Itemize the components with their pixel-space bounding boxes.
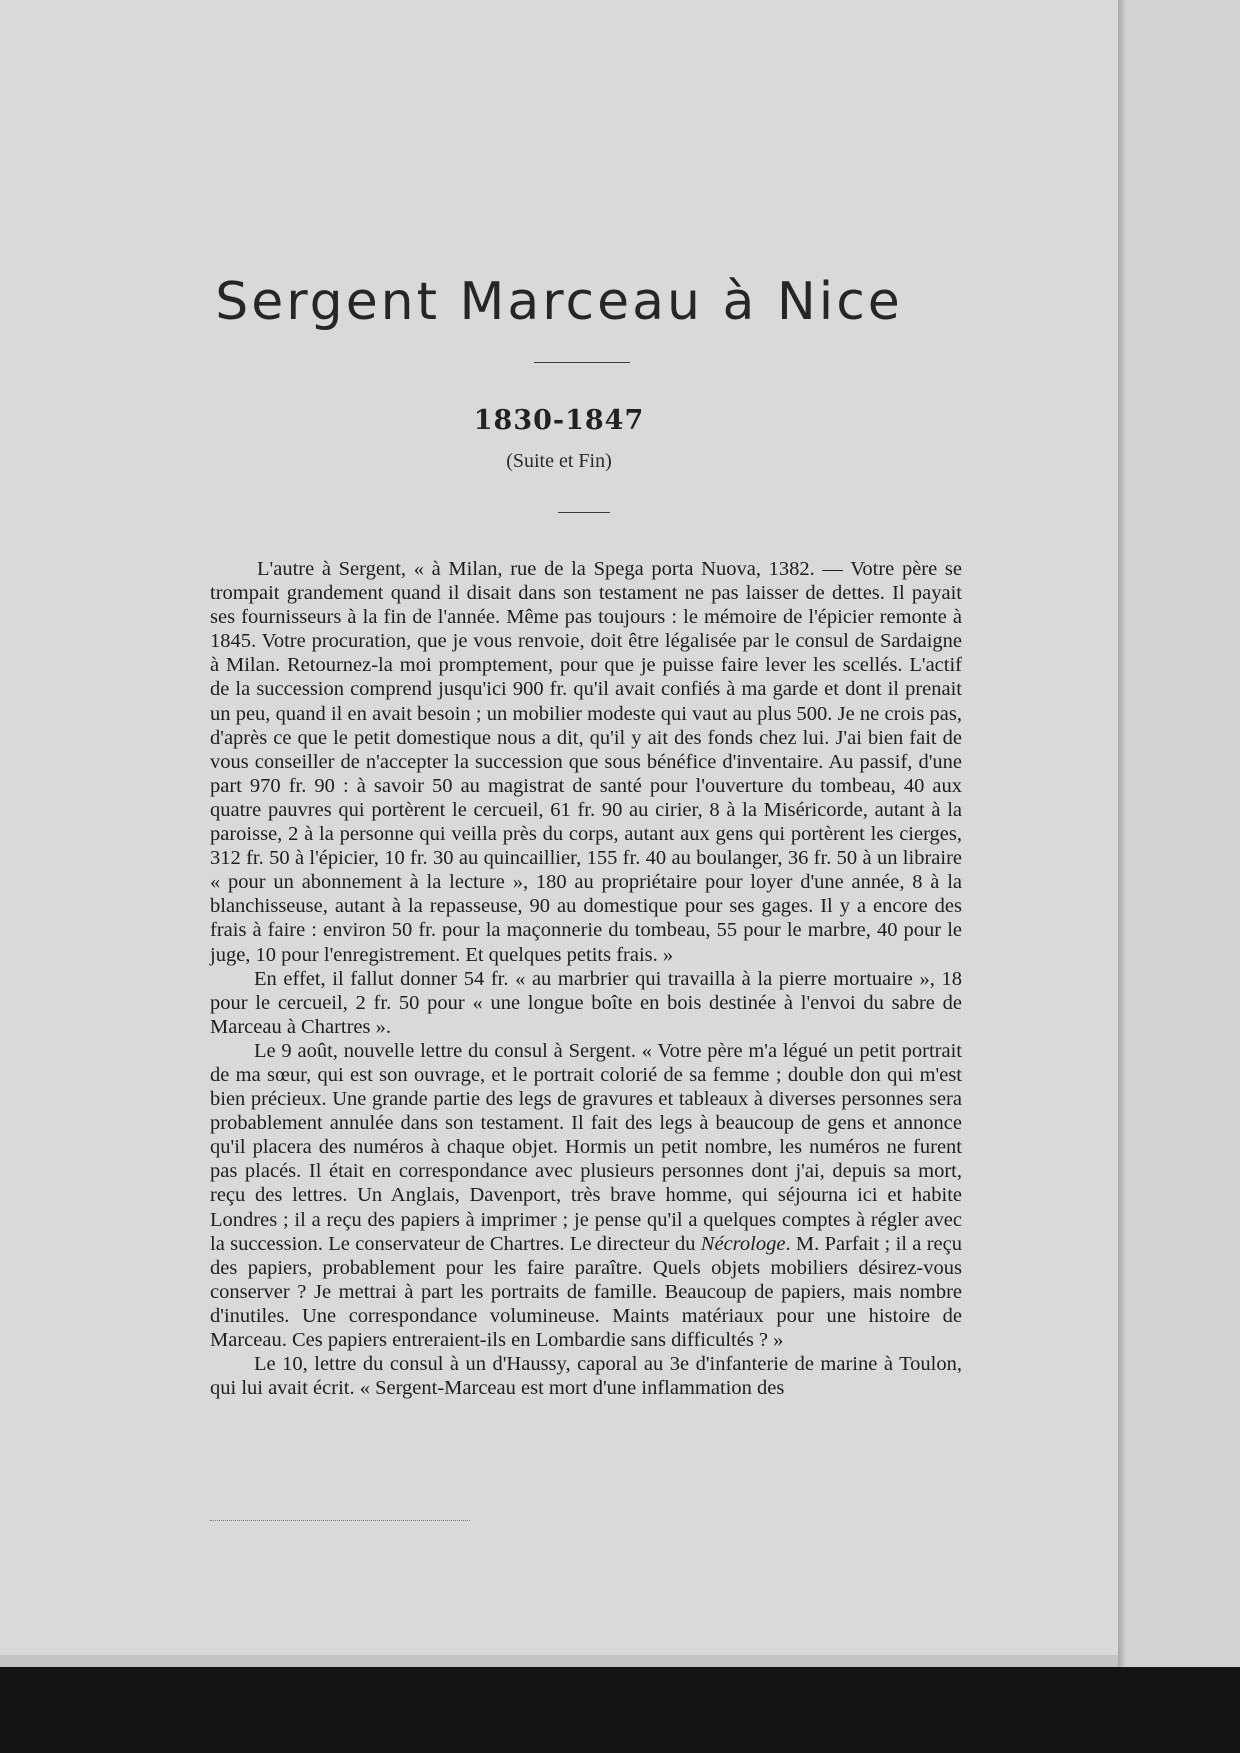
article-title: Sergent Marceau à Nice — [215, 272, 903, 332]
title-rule — [534, 362, 630, 363]
paragraph-4: Le 10, lettre du consul à un d'Haussy, caporal au 3e d'infanterie de marine à Toulon, qui lui avait écrit. « Sergent-Marceau est mort d'une inflammation des — [210, 1353, 962, 1400]
paragraph-3-after: . M. Parfait ; il a reçu des papiers, probablement pour les faire paraître. Quels objets mobiliers désirez-vous conserver ? Je mettrai à part les portraits de famille. Beaucoup de papiers, mais nombre d'inutiles. Une correspondance volumineuse. Maints matériaux pour une histoire de Marceau. Ces papiers entreraient-ils en Lombardie sans difficultés ? » — [210, 1232, 962, 1351]
footer-dotted-line — [210, 1520, 470, 1521]
paragraph-2: En effet, il fallut donner 54 fr. « au marbrier qui travailla à la pierre mortuaire », 18 pour le cercueil, 2 fr. 50 pour « une longue boîte en bois destinée à l'envoi du sabre de Marceau à Chartres ». — [210, 967, 962, 1038]
page-fold-shadow — [1118, 0, 1126, 1668]
paragraph-3 — [210, 1039, 962, 1352]
page-bottom-edge — [0, 1655, 1118, 1667]
facing-page-edge — [1118, 0, 1240, 1668]
paragraph-1: L'autre à Sergent, « à Milan, rue de la Spega porta Nuova, 1382. — Votre père se trompait grandement quand il disait dans son testament ne pas laisser de dettes. Il payait ses fournisseurs à la fin de l'année. Même pas toujours : le mémoire de l'épicier remonte à 1845. Votre procuration, que je vous renvoie, doit être légalisée par le consul de Sardaigne à Milan. Retournez-la moi promptement, pour que je puisse faire lever les scellés. L'actif de la succession comprend jusqu'ici 900 fr. qu'il avait confiés à ma garde et dont il prenait un peu, quand il en avait besoin ; un mobilier modeste qui vaut au plus 500. Je ne crois pas, d'après ce que le petit domestique nous a dit, qu'il y ait des fonds chez lui. J'ai bien fait de vous conseiller de n'accepter la succession que sous bénéfice d'inventaire. Au passif, d'une part 970 fr. 90 : à savoir 50 au magistrat de santé pour l'ouverture du tombeau, 40 aux quatre pauvres qui portèrent le cercueil, 61 fr. 90 au cirier, 8 à la Miséricorde, autant à la paroisse, 2 à la personne qui veilla près du corps, autant aux gens qui portèrent les cierges, 312 fr. 50 à l'épicier, 10 fr. 30 au quincaillier, 155 fr. 40 au boulanger, 36 fr. 50 à un libraire « pour un abonnement à la lecture », 180 au propriétaire pour loyer d'une année, 8 à la blanchisseuse, autant à la repasseuse, 90 au domestique pour ses gages. Il y a encore des frais à faire : environ 50 fr. pour la maçonnerie du tombeau, 55 pour le marbre, 40 pour le juge, 10 pour l'enregistrement. Et quelques petits frais. » — [210, 558, 962, 966]
article-subtitle: (Suite et Fin) — [506, 450, 612, 472]
necrologe-title: Nécrologe — [700, 1232, 786, 1255]
article-dates: 1830-1847 — [473, 405, 645, 436]
section-rule — [558, 512, 610, 513]
article-body — [210, 557, 962, 1400]
paragraph-3-before: Le 9 août, nouvelle lettre du consul à Sergent. « Votre père m'a légué un petit portrait de ma sœur, qui est son ouvrage, et le portrait colorié de sa femme ; double don qui m'est bien précieux. Une grande partie des legs de gravures et tableaux à diverses personnes sera probablement annulée dans son testament. Il fait des legs à beaucoup de gens et annonce qu'il placera des numéros à chaque objet. Hormis un petit nombre, les numéros ne furent pas placés. Il était en correspondance avec plusieurs personnes dont j'ai, depuis sa mort, reçu des lettres. Un Anglais, Davenport, très brave homme, qui séjourna ici et habite Londres ; il a reçu des papiers à imprimer ; je pense qu'il a quelques comptes à régler avec la succession. Le conservateur de Chartres. Le directeur du — [210, 1039, 962, 1255]
scanner-background — [0, 1667, 1240, 1753]
